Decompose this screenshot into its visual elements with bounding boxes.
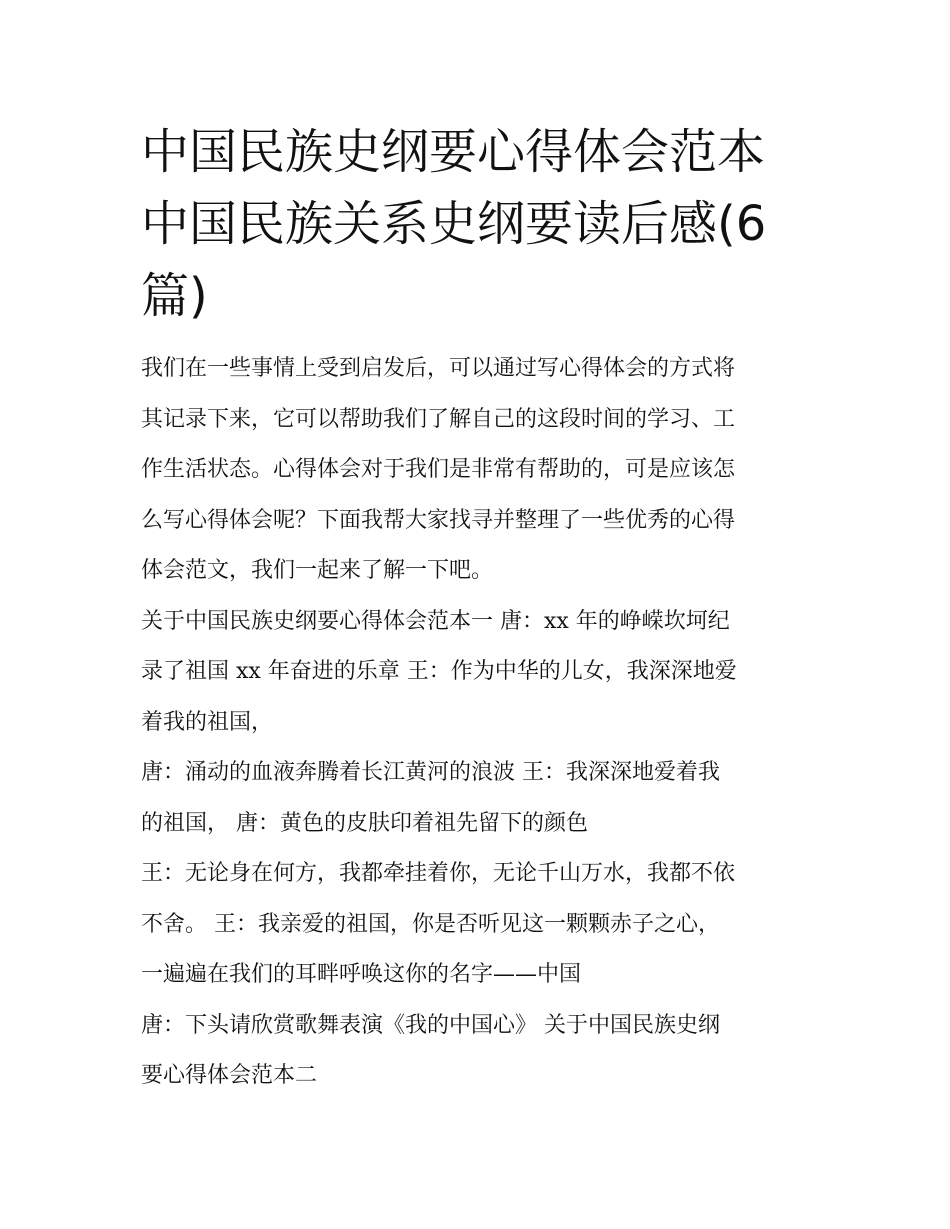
text-line: 作生活状态。心得体会对于我们是非常有帮助的，可是应该怎 xyxy=(141,457,736,482)
text-line: 唐：涌动的血液奔腾着长江黄河的浪波 王：我深深地爱着我 xyxy=(141,760,720,785)
paragraph-sample-one xyxy=(141,597,821,749)
text-line: 要心得体会范本二 xyxy=(141,1063,318,1088)
text-line: 不舍。 王：我亲爱的祖国，你是否听见这一颗颗赤子之心， xyxy=(141,911,720,937)
text-line: 的祖国， 唐：黄色的皮肤印着祖先留下的颜色 xyxy=(141,810,588,836)
text-line: 么写心得体会呢？下面我帮大家找寻并整理了一些优秀的心得 xyxy=(141,507,736,533)
text-line: 一遍遍在我们的耳畔呼唤这你的名字——中国 xyxy=(141,962,582,987)
paragraph-dialogue-tang xyxy=(141,748,821,849)
text-line: 关于中国民族史纲要心得体会范本一 唐：xx 年的峥嵘坎坷纪 xyxy=(141,608,730,634)
text-line: 其记录下来，它可以帮助我们了解自己的这段时间的学习、工 xyxy=(141,406,736,432)
title-line: 篇) xyxy=(141,268,208,324)
paragraph-closing xyxy=(141,1001,821,1102)
text-line: 唐：下头请欣赏歌舞表演《我的中国心》 关于中国民族史纲 xyxy=(141,1012,720,1038)
document-body xyxy=(141,344,821,1102)
document-content xyxy=(141,116,821,1102)
text-line: 体会范文，我们一起来了解一下吧。 xyxy=(141,558,494,583)
text-line: 着我的祖国， xyxy=(141,709,274,735)
title-line: 中国民族史纲要心得体会范本 xyxy=(141,124,766,180)
document-title xyxy=(141,116,821,332)
text-line: 录了祖国 xx 年奋进的乐章 王：作为中华的儿女，我深深地爱 xyxy=(141,659,737,684)
text-line: 我们在一些事情上受到启发后，可以通过写心得体会的方式将 xyxy=(141,356,736,381)
paragraph-intro xyxy=(141,344,821,597)
paragraph-dialogue-wang xyxy=(141,849,821,1001)
text-line: 王：无论身在何方，我都牵挂着你，无论千山万水，我都不依 xyxy=(141,861,736,886)
title-line: 中国民族关系史纲要读后感(6 xyxy=(141,196,767,252)
